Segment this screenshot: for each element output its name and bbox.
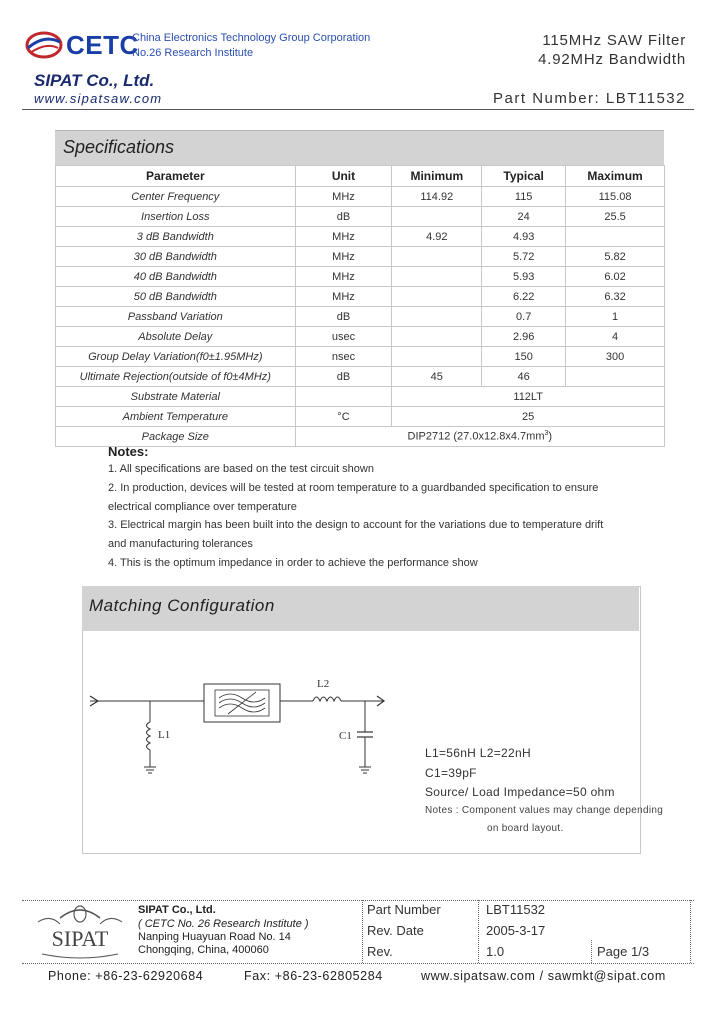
spec-unit: dB: [295, 367, 392, 387]
inductor-values: L1=56nH L2=22nH: [425, 746, 531, 760]
ground-icon: [359, 767, 371, 773]
spec-param: Passband Variation: [56, 307, 296, 327]
spec-typ: 24: [482, 207, 566, 227]
spec-unit: nsec: [295, 347, 392, 367]
spec-param: 40 dB Bandwidth: [56, 267, 296, 287]
org-line-1: China Electronics Technology Group Corporation: [132, 32, 371, 44]
footer-divider: [690, 900, 691, 963]
spec-body: [56, 187, 665, 387]
table-row: [56, 187, 665, 207]
company-name: SIPAT Co., Ltd.: [34, 71, 155, 90]
spec-unit: [295, 387, 392, 407]
table-row: [56, 367, 665, 387]
col-header: Typical: [482, 166, 566, 187]
spec-value: 25: [392, 407, 665, 427]
notes-title: Notes:: [108, 444, 149, 459]
footer-divider: [591, 940, 592, 963]
spec-param: Substrate Material: [56, 387, 296, 407]
spec-max: 5.82: [566, 247, 665, 267]
seal-text: SIPAT: [51, 926, 109, 951]
capacitor-value: C1=39pF: [425, 766, 477, 780]
table-row: [56, 287, 665, 307]
l1-label: L1: [158, 729, 171, 741]
rev-value: 1.0: [486, 944, 505, 959]
rev-label: Rev.: [367, 944, 393, 959]
footer-divider: [362, 900, 363, 963]
footer-web-email[interactable]: www.sipatsaw.com / sawmkt@sipat.com: [421, 969, 666, 983]
impedance-value: Source/ Load Impedance=50 ohm: [425, 785, 615, 799]
spec-min: 4.92: [392, 227, 482, 247]
table-row: [56, 407, 665, 427]
spec-param: Ambient Temperature: [56, 407, 296, 427]
note-line: 2. In production, devices will be tested at room temperature to a guardbanded specification to ensure: [108, 482, 599, 494]
l2-inductor-icon: [313, 697, 341, 701]
brand-name: CETC: [66, 30, 139, 60]
spec-max: [566, 227, 665, 247]
spec-max: 25.5: [566, 207, 665, 227]
cetc-logo-icon: [24, 26, 64, 64]
spec-min: [392, 267, 482, 287]
table-row: [56, 267, 665, 287]
org-line-2: No.26 Research Institute: [132, 47, 254, 59]
spec-param: Group Delay Variation(f0±1.95MHz): [56, 347, 296, 367]
table-row: [56, 327, 665, 347]
c1-label: C1: [339, 730, 352, 742]
spec-typ: 46: [482, 367, 566, 387]
component-note-2: on board layout.: [487, 823, 564, 834]
product-bandwidth: 4.92MHz Bandwidth: [538, 51, 686, 68]
note-line: 4. This is the optimum impedance in order to achieve the performance show: [108, 557, 478, 569]
spec-typ: 115: [482, 187, 566, 207]
footer-bottom-rule: [22, 963, 694, 964]
part-number: Part Number: LBT11532: [493, 90, 686, 107]
spec-min: [392, 287, 482, 307]
part-number-value: LBT11532: [486, 902, 546, 917]
package-close: ): [548, 430, 553, 443]
spec-unit: usec: [295, 327, 392, 347]
spec-param: Package Size: [56, 427, 296, 447]
l1-inductor-icon: [147, 722, 151, 750]
c1-capacitor-icon: [357, 732, 373, 737]
footer-company: SIPAT Co., Ltd.: [138, 904, 216, 916]
table-row: [56, 227, 665, 247]
part-number-label: Part Number: [367, 902, 441, 917]
spec-value: 112LT: [392, 387, 665, 407]
spec-typ: 5.72: [482, 247, 566, 267]
col-header: Unit: [295, 166, 392, 187]
spec-param: 3 dB Bandwidth: [56, 227, 296, 247]
spec-min: [392, 347, 482, 367]
spec-max: 300: [566, 347, 665, 367]
table-row: [56, 387, 665, 407]
product-title: 115MHz SAW Filter: [542, 32, 686, 49]
footer-divider: [478, 900, 479, 963]
spec-value: [295, 427, 664, 447]
table-row: [56, 247, 665, 267]
matching-title: Matching Configuration: [89, 596, 275, 615]
spec-unit: °C: [295, 407, 392, 427]
spec-unit: MHz: [295, 247, 392, 267]
footer-phone: Phone: +86-23-62920684: [48, 969, 204, 983]
spec-unit: MHz: [295, 267, 392, 287]
spec-typ: 5.93: [482, 267, 566, 287]
rev-date-value: 2005-3-17: [486, 923, 546, 938]
spec-typ: 6.22: [482, 287, 566, 307]
spec-param: Center Frequency: [56, 187, 296, 207]
company-website[interactable]: www.sipatsaw.com: [34, 91, 163, 106]
spec-param: 30 dB Bandwidth: [56, 247, 296, 267]
spec-title: Specifications: [63, 137, 175, 157]
spec-max: 6.02: [566, 267, 665, 287]
spec-param: Absolute Delay: [56, 327, 296, 347]
spec-min: 114.92: [392, 187, 482, 207]
package-size: DIP2712 (27.0x12.8x4.7mm: [407, 430, 545, 443]
spec-unit: dB: [295, 207, 392, 227]
l2-label: L2: [317, 678, 330, 690]
spec-body-tail: [56, 387, 665, 447]
saw-filter-icon: [204, 684, 280, 722]
component-note-1: Notes : Component values may change depending: [425, 805, 664, 816]
footer-top-rule: [22, 900, 694, 901]
spec-unit: MHz: [295, 287, 392, 307]
spec-max: 6.32: [566, 287, 665, 307]
note-line: 1. All specifications are based on the test circuit shown: [108, 463, 374, 475]
spec-typ: 0.7: [482, 307, 566, 327]
spec-max: 1: [566, 307, 665, 327]
sipat-seal-logo: [30, 902, 130, 962]
spec-max: 4: [566, 327, 665, 347]
spec-typ: 150: [482, 347, 566, 367]
package-sup: 3: [544, 430, 549, 438]
spec-header-row: [56, 166, 665, 187]
spec-typ: 4.93: [482, 227, 566, 247]
col-header: Minimum: [392, 166, 482, 187]
page-indicator: Page 1/3: [597, 944, 650, 959]
spec-table: [55, 165, 665, 447]
footer-institute: ( CETC No. 26 Research Institute ): [138, 918, 309, 930]
matching-circuit-diagram: [88, 640, 388, 790]
rev-date-label: Rev. Date: [367, 923, 424, 938]
col-header: Parameter: [56, 166, 296, 187]
col-header: Maximum: [566, 166, 665, 187]
note-line: electrical compliance over temperature: [108, 501, 297, 513]
spec-max: 115.08: [566, 187, 665, 207]
spec-unit: MHz: [295, 227, 392, 247]
spec-param: Insertion Loss: [56, 207, 296, 227]
ground-icon: [144, 767, 156, 773]
spec-min: [392, 327, 482, 347]
spec-unit: dB: [295, 307, 392, 327]
note-line: 3. Electrical margin has been built into the design to account for the variations due to temperature drift: [108, 519, 604, 531]
header-divider: [22, 109, 694, 110]
spec-param: Ultimate Rejection(outside of f0±4MHz): [56, 367, 296, 387]
footer-address-1: Nanping Huayuan Road No. 14: [138, 931, 291, 943]
table-row: [56, 207, 665, 227]
spec-max: [566, 367, 665, 387]
spec-typ: 2.96: [482, 327, 566, 347]
spec-min: [392, 207, 482, 227]
note-line: and manufacturing tolerances: [108, 538, 253, 550]
spec-min: 45: [392, 367, 482, 387]
table-row: [56, 347, 665, 367]
footer-fax: Fax: +86-23-62805284: [244, 969, 383, 983]
footer-address-2: Chongqing, China, 400060: [138, 944, 269, 956]
table-row: [56, 307, 665, 327]
spec-unit: MHz: [295, 187, 392, 207]
spec-min: [392, 247, 482, 267]
spec-min: [392, 307, 482, 327]
spec-param: 50 dB Bandwidth: [56, 287, 296, 307]
